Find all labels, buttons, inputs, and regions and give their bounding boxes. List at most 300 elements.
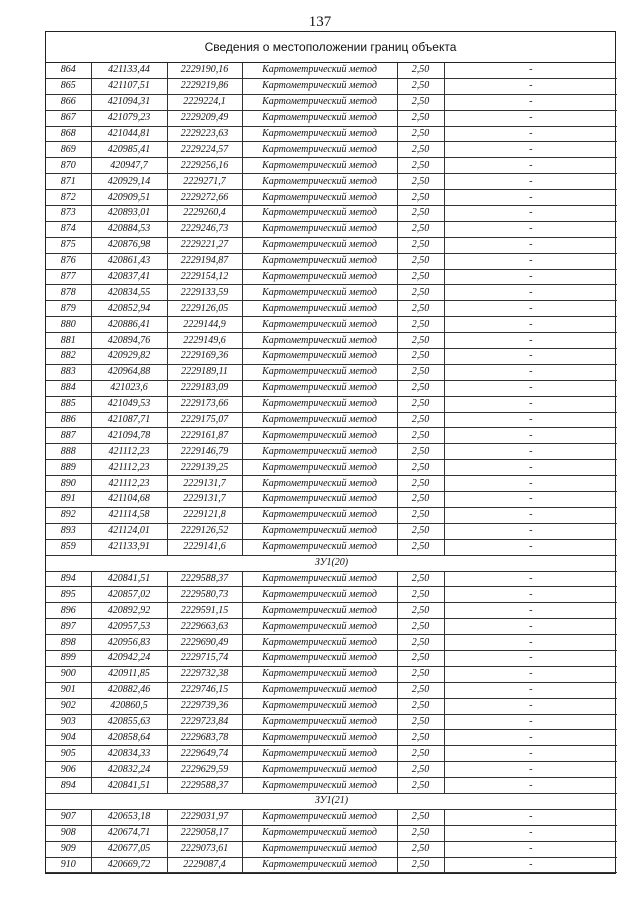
point-number-cell: 909 — [46, 841, 91, 857]
note-cell: - — [444, 603, 617, 619]
y-coordinate-cell: 2229161,87 — [167, 428, 242, 444]
accuracy-cell: 2,50 — [397, 221, 444, 237]
x-coordinate-cell: 420884,53 — [91, 221, 167, 237]
table-row — [46, 682, 617, 698]
x-coordinate-cell: 421124,01 — [91, 523, 167, 539]
table-row — [46, 412, 617, 428]
table-row — [46, 809, 617, 825]
table-row — [46, 253, 617, 269]
y-coordinate-cell: 2229272,66 — [167, 190, 242, 206]
table-row — [46, 587, 617, 603]
note-cell: - — [444, 714, 617, 730]
method-cell: Картометрический метод — [242, 603, 397, 619]
accuracy-cell: 2,50 — [397, 825, 444, 841]
y-coordinate-cell: 2229246,73 — [167, 221, 242, 237]
y-coordinate-cell: 2229173,66 — [167, 396, 242, 412]
accuracy-cell: 2,50 — [397, 301, 444, 317]
table-row — [46, 63, 617, 78]
y-coordinate-cell: 2229149,6 — [167, 333, 242, 349]
method-cell: Картометрический метод — [242, 253, 397, 269]
point-number-cell: 884 — [46, 380, 91, 396]
accuracy-cell: 2,50 — [397, 317, 444, 333]
section-label: ЗУ1(21) — [46, 793, 617, 809]
table-row — [46, 603, 617, 619]
x-coordinate-cell: 421049,53 — [91, 396, 167, 412]
method-cell: Картометрический метод — [242, 507, 397, 523]
note-cell: - — [444, 666, 617, 682]
method-cell: Картометрический метод — [242, 666, 397, 682]
method-cell: Картометрический метод — [242, 650, 397, 666]
y-coordinate-cell: 2229723,84 — [167, 714, 242, 730]
x-coordinate-cell: 420852,94 — [91, 301, 167, 317]
note-cell: - — [444, 571, 617, 587]
point-number-cell: 883 — [46, 364, 91, 380]
point-number-cell: 868 — [46, 126, 91, 142]
note-cell: - — [444, 841, 617, 857]
y-coordinate-cell: 2229649,74 — [167, 746, 242, 762]
accuracy-cell: 2,50 — [397, 285, 444, 301]
y-coordinate-cell: 2229219,86 — [167, 78, 242, 94]
x-coordinate-cell: 420841,51 — [91, 778, 167, 794]
method-cell: Картометрический метод — [242, 635, 397, 651]
method-cell: Картометрический метод — [242, 396, 397, 412]
table-row — [46, 507, 617, 523]
note-cell: - — [444, 762, 617, 778]
y-coordinate-cell: 2229629,59 — [167, 762, 242, 778]
note-cell: - — [444, 412, 617, 428]
method-cell: Картометрический метод — [242, 285, 397, 301]
accuracy-cell: 2,50 — [397, 857, 444, 873]
y-coordinate-cell: 2229224,57 — [167, 142, 242, 158]
y-coordinate-cell: 2229260,4 — [167, 206, 242, 222]
table-row — [46, 349, 617, 365]
method-cell: Картометрический метод — [242, 746, 397, 762]
note-cell: - — [444, 364, 617, 380]
y-coordinate-cell: 2229189,11 — [167, 364, 242, 380]
x-coordinate-cell: 420947,7 — [91, 158, 167, 174]
table-row — [46, 444, 617, 460]
accuracy-cell: 2,50 — [397, 539, 444, 555]
section-label: ЗУ1(20) — [46, 555, 617, 571]
method-cell: Картометрический метод — [242, 142, 397, 158]
x-coordinate-cell: 420911,85 — [91, 666, 167, 682]
x-coordinate-cell: 420929,82 — [91, 349, 167, 365]
note-cell: - — [444, 221, 617, 237]
x-coordinate-cell: 420893,01 — [91, 206, 167, 222]
accuracy-cell: 2,50 — [397, 682, 444, 698]
table-row — [46, 523, 617, 539]
note-cell: - — [444, 698, 617, 714]
method-cell: Картометрический метод — [242, 460, 397, 476]
accuracy-cell: 2,50 — [397, 714, 444, 730]
accuracy-cell: 2,50 — [397, 253, 444, 269]
x-coordinate-cell: 421044,81 — [91, 126, 167, 142]
accuracy-cell: 2,50 — [397, 730, 444, 746]
point-number-cell: 886 — [46, 412, 91, 428]
method-cell: Картометрический метод — [242, 221, 397, 237]
accuracy-cell: 2,50 — [397, 444, 444, 460]
x-coordinate-cell: 420886,41 — [91, 317, 167, 333]
accuracy-cell: 2,50 — [397, 587, 444, 603]
accuracy-cell: 2,50 — [397, 523, 444, 539]
table-row — [46, 333, 617, 349]
accuracy-cell: 2,50 — [397, 190, 444, 206]
accuracy-cell: 2,50 — [397, 841, 444, 857]
y-coordinate-cell: 2229746,15 — [167, 682, 242, 698]
method-cell: Картометрический метод — [242, 412, 397, 428]
method-cell: Картометрический метод — [242, 778, 397, 794]
note-cell: - — [444, 809, 617, 825]
y-coordinate-cell: 2229588,37 — [167, 778, 242, 794]
x-coordinate-cell: 420929,14 — [91, 174, 167, 190]
accuracy-cell: 2,50 — [397, 460, 444, 476]
page-number: 137 — [308, 14, 332, 30]
point-number-cell: 875 — [46, 237, 91, 253]
y-coordinate-cell: 2229183,09 — [167, 380, 242, 396]
y-coordinate-cell: 2229209,49 — [167, 110, 242, 126]
point-number-cell: 898 — [46, 635, 91, 651]
table-row — [46, 364, 617, 380]
accuracy-cell: 2,50 — [397, 809, 444, 825]
table-row — [46, 158, 617, 174]
accuracy-cell: 2,50 — [397, 94, 444, 110]
note-cell: - — [444, 333, 617, 349]
accuracy-cell: 2,50 — [397, 126, 444, 142]
y-coordinate-cell: 2229591,15 — [167, 603, 242, 619]
method-cell: Картометрический метод — [242, 492, 397, 508]
accuracy-cell: 2,50 — [397, 635, 444, 651]
method-cell: Картометрический метод — [242, 857, 397, 873]
table-row — [46, 571, 617, 587]
table-row — [46, 237, 617, 253]
x-coordinate-cell: 420858,64 — [91, 730, 167, 746]
y-coordinate-cell: 2229139,25 — [167, 460, 242, 476]
table-row — [46, 650, 617, 666]
table-row — [46, 730, 617, 746]
point-number-cell: 890 — [46, 476, 91, 492]
x-coordinate-cell: 421107,51 — [91, 78, 167, 94]
point-number-cell: 894 — [46, 571, 91, 587]
x-coordinate-cell: 421112,23 — [91, 460, 167, 476]
point-number-cell: 874 — [46, 221, 91, 237]
note-cell: - — [444, 587, 617, 603]
point-number-cell: 879 — [46, 301, 91, 317]
point-number-cell: 859 — [46, 539, 91, 555]
note-cell: - — [444, 269, 617, 285]
accuracy-cell: 2,50 — [397, 603, 444, 619]
table-row — [46, 619, 617, 635]
x-coordinate-cell: 420832,24 — [91, 762, 167, 778]
method-cell: Картометрический метод — [242, 730, 397, 746]
note-cell: - — [444, 523, 617, 539]
method-cell: Картометрический метод — [242, 126, 397, 142]
table-row — [46, 698, 617, 714]
accuracy-cell: 2,50 — [397, 174, 444, 190]
note-cell: - — [444, 476, 617, 492]
table-row — [46, 94, 617, 110]
point-number-cell: 893 — [46, 523, 91, 539]
table-row — [46, 142, 617, 158]
method-cell: Картометрический метод — [242, 682, 397, 698]
point-number-cell: 910 — [46, 857, 91, 873]
x-coordinate-cell: 421087,71 — [91, 412, 167, 428]
point-number-cell: 891 — [46, 492, 91, 508]
note-cell: - — [444, 380, 617, 396]
note-cell: - — [444, 190, 617, 206]
note-cell: - — [444, 730, 617, 746]
table-row — [46, 190, 617, 206]
method-cell: Картометрический метод — [242, 94, 397, 110]
note-cell: - — [444, 539, 617, 555]
note-cell: - — [444, 237, 617, 253]
x-coordinate-cell: 421133,44 — [91, 63, 167, 78]
point-number-cell: 908 — [46, 825, 91, 841]
method-cell: Картометрический метод — [242, 206, 397, 222]
x-coordinate-cell: 420956,83 — [91, 635, 167, 651]
x-coordinate-cell: 421079,23 — [91, 110, 167, 126]
table-row — [46, 269, 617, 285]
point-number-cell: 873 — [46, 206, 91, 222]
method-cell: Картометрический метод — [242, 317, 397, 333]
y-coordinate-cell: 2229169,36 — [167, 349, 242, 365]
y-coordinate-cell: 2229588,37 — [167, 571, 242, 587]
x-coordinate-cell: 420834,33 — [91, 746, 167, 762]
point-number-cell: 882 — [46, 349, 91, 365]
method-cell: Картометрический метод — [242, 63, 397, 78]
boundary-table-sheet — [45, 31, 616, 874]
point-number-cell: 904 — [46, 730, 91, 746]
accuracy-cell: 2,50 — [397, 428, 444, 444]
method-cell: Картометрический метод — [242, 714, 397, 730]
note-cell: - — [444, 619, 617, 635]
point-number-cell: 869 — [46, 142, 91, 158]
y-coordinate-cell: 2229126,05 — [167, 301, 242, 317]
point-number-cell: 894 — [46, 778, 91, 794]
y-coordinate-cell: 2229144,9 — [167, 317, 242, 333]
method-cell: Картометрический метод — [242, 110, 397, 126]
method-cell: Картометрический метод — [242, 571, 397, 587]
note-cell: - — [444, 285, 617, 301]
x-coordinate-cell: 421112,23 — [91, 476, 167, 492]
table-row — [46, 492, 617, 508]
x-coordinate-cell: 420837,41 — [91, 269, 167, 285]
x-coordinate-cell: 421114,58 — [91, 507, 167, 523]
x-coordinate-cell: 420677,05 — [91, 841, 167, 857]
method-cell: Картометрический метод — [242, 539, 397, 555]
x-coordinate-cell: 421104,68 — [91, 492, 167, 508]
y-coordinate-cell: 2229739,36 — [167, 698, 242, 714]
method-cell: Картометрический метод — [242, 269, 397, 285]
y-coordinate-cell: 2229663,63 — [167, 619, 242, 635]
accuracy-cell: 2,50 — [397, 666, 444, 682]
y-coordinate-cell: 2229715,74 — [167, 650, 242, 666]
note-cell: - — [444, 428, 617, 444]
coordinates-table — [46, 63, 617, 873]
note-cell: - — [444, 778, 617, 794]
point-number-cell: 865 — [46, 78, 91, 94]
x-coordinate-cell: 420861,43 — [91, 253, 167, 269]
table-row — [46, 539, 617, 555]
table-row — [46, 126, 617, 142]
x-coordinate-cell: 420860,5 — [91, 698, 167, 714]
x-coordinate-cell: 421112,23 — [91, 444, 167, 460]
note-cell: - — [444, 126, 617, 142]
point-number-cell: 872 — [46, 190, 91, 206]
method-cell: Картометрический метод — [242, 619, 397, 635]
accuracy-cell: 2,50 — [397, 158, 444, 174]
note-cell: - — [444, 142, 617, 158]
x-coordinate-cell: 420942,24 — [91, 650, 167, 666]
method-cell: Картометрический метод — [242, 476, 397, 492]
method-cell: Картометрический метод — [242, 349, 397, 365]
note-cell: - — [444, 110, 617, 126]
point-number-cell: 876 — [46, 253, 91, 269]
method-cell: Картометрический метод — [242, 825, 397, 841]
x-coordinate-cell: 420653,18 — [91, 809, 167, 825]
method-cell: Картометрический метод — [242, 762, 397, 778]
accuracy-cell: 2,50 — [397, 492, 444, 508]
accuracy-cell: 2,50 — [397, 619, 444, 635]
note-cell: - — [444, 158, 617, 174]
method-cell: Картометрический метод — [242, 78, 397, 94]
note-cell: - — [444, 206, 617, 222]
accuracy-cell: 2,50 — [397, 571, 444, 587]
accuracy-cell: 2,50 — [397, 746, 444, 762]
point-number-cell: 902 — [46, 698, 91, 714]
x-coordinate-cell: 421133,91 — [91, 539, 167, 555]
y-coordinate-cell: 2229146,79 — [167, 444, 242, 460]
table-row — [46, 762, 617, 778]
y-coordinate-cell: 2229224,1 — [167, 94, 242, 110]
method-cell: Картометрический метод — [242, 809, 397, 825]
method-cell: Картометрический метод — [242, 190, 397, 206]
table-title: Сведения о местоположении границ объекта — [46, 32, 615, 63]
x-coordinate-cell: 420857,02 — [91, 587, 167, 603]
note-cell: - — [444, 301, 617, 317]
table-row — [46, 460, 617, 476]
accuracy-cell: 2,50 — [397, 142, 444, 158]
accuracy-cell: 2,50 — [397, 698, 444, 714]
note-cell: - — [444, 317, 617, 333]
accuracy-cell: 2,50 — [397, 778, 444, 794]
table-row — [46, 714, 617, 730]
method-cell: Картометрический метод — [242, 333, 397, 349]
x-coordinate-cell: 420674,71 — [91, 825, 167, 841]
x-coordinate-cell: 420964,88 — [91, 364, 167, 380]
point-number-cell: 903 — [46, 714, 91, 730]
point-number-cell: 896 — [46, 603, 91, 619]
y-coordinate-cell: 2229175,07 — [167, 412, 242, 428]
method-cell: Картометрический метод — [242, 174, 397, 190]
table-row — [46, 285, 617, 301]
y-coordinate-cell: 2229221,27 — [167, 237, 242, 253]
x-coordinate-cell: 421094,31 — [91, 94, 167, 110]
accuracy-cell: 2,50 — [397, 110, 444, 126]
note-cell: - — [444, 396, 617, 412]
point-number-cell: 871 — [46, 174, 91, 190]
y-coordinate-cell: 2229580,73 — [167, 587, 242, 603]
y-coordinate-cell: 2229690,49 — [167, 635, 242, 651]
y-coordinate-cell: 2229031,97 — [167, 809, 242, 825]
y-coordinate-cell: 2229194,87 — [167, 253, 242, 269]
accuracy-cell: 2,50 — [397, 380, 444, 396]
y-coordinate-cell: 2229271,7 — [167, 174, 242, 190]
point-number-cell: 900 — [46, 666, 91, 682]
section-header-row — [46, 555, 617, 571]
table-row — [46, 841, 617, 857]
table-row — [46, 635, 617, 651]
x-coordinate-cell: 420876,98 — [91, 237, 167, 253]
accuracy-cell: 2,50 — [397, 206, 444, 222]
method-cell: Картометрический метод — [242, 587, 397, 603]
table-row — [46, 778, 617, 794]
point-number-cell: 880 — [46, 317, 91, 333]
method-cell: Картометрический метод — [242, 301, 397, 317]
accuracy-cell: 2,50 — [397, 349, 444, 365]
x-coordinate-cell: 420882,46 — [91, 682, 167, 698]
point-number-cell: 887 — [46, 428, 91, 444]
accuracy-cell: 2,50 — [397, 333, 444, 349]
note-cell: - — [444, 825, 617, 841]
point-number-cell: 899 — [46, 650, 91, 666]
y-coordinate-cell: 2229190,16 — [167, 63, 242, 78]
point-number-cell: 906 — [46, 762, 91, 778]
point-number-cell: 888 — [46, 444, 91, 460]
note-cell: - — [444, 746, 617, 762]
x-coordinate-cell: 420669,72 — [91, 857, 167, 873]
table-row — [46, 857, 617, 873]
x-coordinate-cell: 421094,78 — [91, 428, 167, 444]
table-row — [46, 221, 617, 237]
accuracy-cell: 2,50 — [397, 269, 444, 285]
note-cell: - — [444, 682, 617, 698]
method-cell: Картометрический метод — [242, 444, 397, 460]
accuracy-cell: 2,50 — [397, 476, 444, 492]
table-row — [46, 428, 617, 444]
accuracy-cell: 2,50 — [397, 396, 444, 412]
point-number-cell: 878 — [46, 285, 91, 301]
section-header-row — [46, 793, 617, 809]
point-number-cell: 881 — [46, 333, 91, 349]
x-coordinate-cell: 420855,63 — [91, 714, 167, 730]
x-coordinate-cell: 420909,51 — [91, 190, 167, 206]
y-coordinate-cell: 2229058,17 — [167, 825, 242, 841]
x-coordinate-cell: 420894,76 — [91, 333, 167, 349]
table-row — [46, 380, 617, 396]
method-cell: Картометрический метод — [242, 841, 397, 857]
method-cell: Картометрический метод — [242, 380, 397, 396]
table-row — [46, 396, 617, 412]
coordinates-table-body — [46, 63, 617, 873]
accuracy-cell: 2,50 — [397, 650, 444, 666]
y-coordinate-cell: 2229141,6 — [167, 539, 242, 555]
x-coordinate-cell: 420892,92 — [91, 603, 167, 619]
note-cell: - — [444, 253, 617, 269]
accuracy-cell: 2,50 — [397, 364, 444, 380]
method-cell: Картометрический метод — [242, 237, 397, 253]
y-coordinate-cell: 2229223,63 — [167, 126, 242, 142]
y-coordinate-cell: 2229131,7 — [167, 476, 242, 492]
note-cell: - — [444, 63, 617, 78]
table-row — [46, 301, 617, 317]
point-number-cell: 901 — [46, 682, 91, 698]
accuracy-cell: 2,50 — [397, 507, 444, 523]
note-cell: - — [444, 460, 617, 476]
x-coordinate-cell: 420985,41 — [91, 142, 167, 158]
y-coordinate-cell: 2229131,7 — [167, 492, 242, 508]
y-coordinate-cell: 2229154,12 — [167, 269, 242, 285]
table-row — [46, 476, 617, 492]
